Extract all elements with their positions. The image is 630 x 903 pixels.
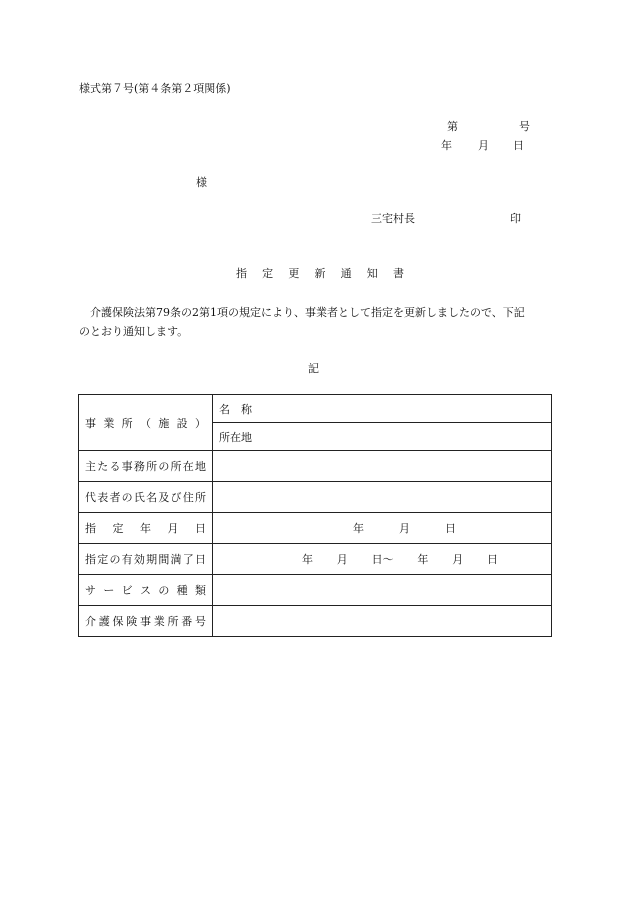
label-designation-date (79, 513, 213, 544)
label-char: ー (103, 584, 115, 597)
label-char: 氏 (133, 491, 145, 504)
date-part: 日～ (371, 553, 394, 566)
label-main-office (79, 451, 213, 482)
label-char: 定 (112, 522, 124, 535)
label-expiry-date (79, 544, 213, 575)
label-char: 及 (158, 491, 170, 504)
label-char: 日 (195, 522, 206, 535)
label-char: の (158, 584, 170, 597)
label-char: 代 (85, 491, 96, 504)
date-part: 月 (336, 553, 348, 566)
label-char: 更 (288, 267, 300, 280)
seal-mark: 印 (510, 212, 521, 225)
label-char: 番 (181, 615, 193, 628)
label-char: 指 (85, 522, 96, 535)
label-char: 護 (98, 615, 110, 628)
label-char: 主 (85, 460, 96, 473)
value-designation-date (213, 513, 552, 544)
label-char: 所 (146, 460, 158, 473)
label-char: 住 (182, 491, 194, 504)
date-month-label: 月 (478, 139, 489, 152)
label-char: 知 (366, 267, 378, 280)
date-day-label: 日 (513, 139, 524, 152)
label-char: 険 (126, 615, 138, 628)
label-char: 指 (85, 553, 96, 566)
date-part: 日 (445, 522, 456, 535)
label-char: 表 (97, 491, 109, 504)
label-char: 事 (121, 460, 133, 473)
document-number-prefix: 第 (447, 120, 458, 133)
label-char: 号 (195, 615, 206, 628)
label-char: 設 (176, 416, 188, 430)
table-row (79, 482, 552, 513)
value-main-office (213, 451, 552, 482)
table-row (79, 513, 552, 544)
body-text-line-1: 介護保険法第79条の2第1項の規定により、事業者として指定を更新しましたので、下記 (90, 306, 525, 319)
label-char: （ (139, 416, 151, 430)
label-char: 保 (112, 615, 124, 628)
date-year-label: 年 (441, 139, 452, 152)
issuer-name: 三宅村長 (371, 212, 415, 225)
label-char: 者 (109, 491, 121, 504)
table-row (79, 395, 552, 423)
label-char: 業 (103, 416, 115, 430)
info-table (78, 394, 552, 637)
spread-label (85, 551, 206, 567)
label-char: る (109, 460, 121, 473)
label-char: 所 (170, 460, 182, 473)
spread-label (85, 582, 206, 598)
label-char: 施 (158, 416, 170, 430)
value-expiry-date (213, 544, 552, 575)
label-char: 事 (85, 416, 96, 430)
date-part: 日 (486, 553, 498, 566)
label-char: 地 (194, 460, 206, 473)
document-number-suffix: 号 (519, 120, 530, 133)
label-char: 務 (133, 460, 145, 473)
label-char: 業 (153, 615, 165, 628)
spread-label (85, 520, 206, 536)
label-char: サ (85, 584, 96, 597)
label-char: ビ (121, 584, 133, 597)
table-row (79, 575, 552, 606)
label-service-type (79, 575, 213, 606)
label-char: 書 (392, 267, 404, 280)
label-char: 種 (176, 584, 188, 597)
spread-label (85, 415, 206, 431)
label-char: 定 (262, 267, 274, 280)
body-text-line-2: のとおり通知します。 (79, 325, 189, 338)
expiry-date-parts (302, 551, 498, 567)
label-char: 介 (85, 615, 96, 628)
table-row (79, 606, 552, 637)
label-char: ） (194, 416, 206, 430)
spread-label (85, 613, 206, 629)
label-char: 通 (340, 267, 352, 280)
spread-label (85, 489, 206, 505)
label-char: 効 (133, 553, 145, 566)
table-row (79, 451, 552, 482)
label-char: 了 (182, 553, 194, 566)
label-representative (79, 482, 213, 513)
date-part: 月 (452, 553, 464, 566)
document-title (236, 268, 404, 279)
label-char: 期 (146, 553, 158, 566)
label-char: 所 (167, 615, 179, 628)
label-char: 類 (194, 584, 206, 597)
date-part: 年 (302, 553, 313, 566)
label-char: 指 (236, 267, 247, 280)
spread-label (85, 458, 206, 474)
label-char: の (109, 553, 121, 566)
table-row (79, 544, 552, 575)
value-office-number (213, 606, 552, 637)
label-char: 定 (97, 553, 109, 566)
label-char: の (121, 491, 133, 504)
label-char: 間 (158, 553, 170, 566)
label-char: 月 (167, 522, 179, 535)
label-char: 満 (170, 553, 182, 566)
label-char: 年 (140, 522, 151, 535)
label-char: び (170, 491, 182, 504)
label-office (79, 395, 213, 451)
label-char: 名 (146, 491, 158, 504)
label-char: 在 (182, 460, 194, 473)
label-char: 所 (194, 491, 206, 504)
form-number: 様式第７号(第４条第２項関係) (79, 82, 231, 95)
date-part: 月 (399, 522, 410, 535)
label-office-number (79, 606, 213, 637)
date-part: 年 (417, 553, 429, 566)
label-char: 有 (121, 553, 133, 566)
value-representative (213, 482, 552, 513)
label-char: 新 (314, 267, 326, 280)
addressee-suffix: 様 (196, 176, 207, 189)
label-char: ス (139, 584, 151, 597)
sub-label-location: 所在地 (213, 423, 552, 451)
label-char: の (158, 460, 170, 473)
sub-label-name: 名 称 (213, 395, 552, 423)
value-service-type (213, 575, 552, 606)
label-char: た (97, 460, 109, 473)
date-part: 年 (353, 522, 364, 535)
label-char: 日 (194, 553, 206, 566)
label-char: 所 (121, 416, 133, 430)
label-char: 事 (140, 615, 151, 628)
ki-heading: 記 (308, 362, 319, 375)
designation-date-parts (353, 520, 456, 536)
